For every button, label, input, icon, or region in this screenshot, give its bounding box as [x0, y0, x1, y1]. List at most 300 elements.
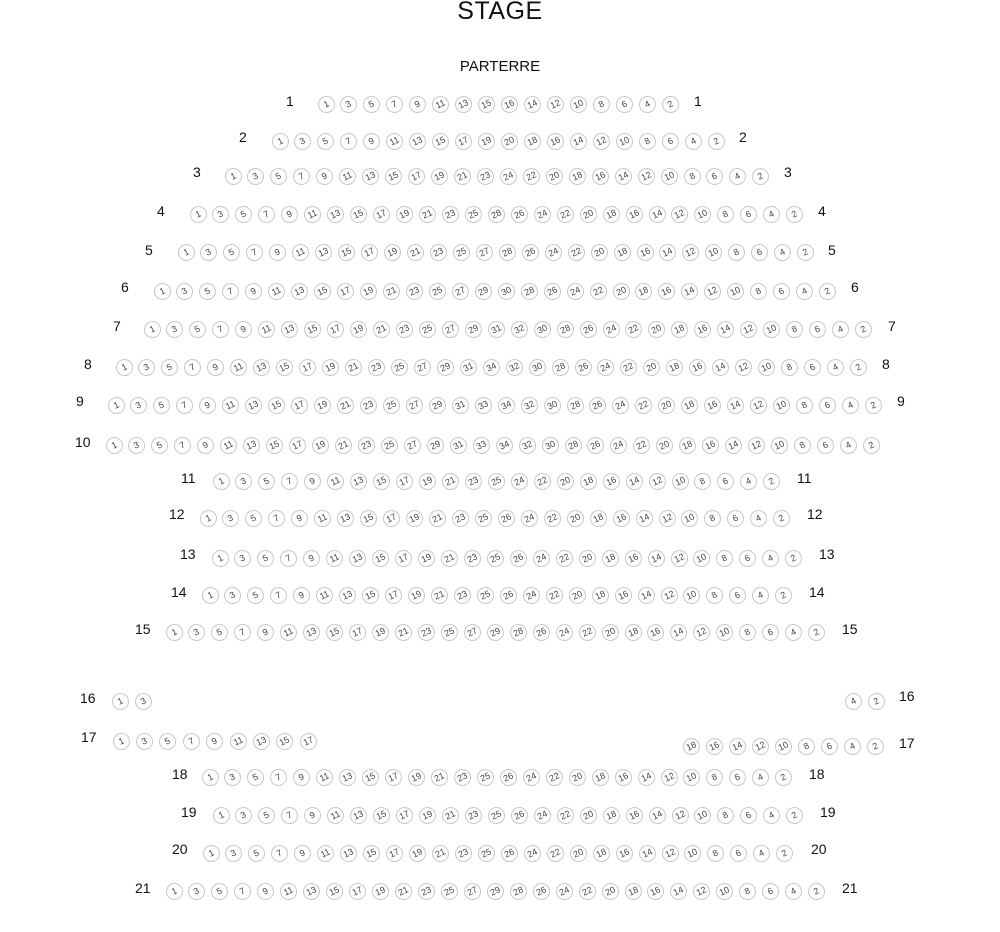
- seat[interactable]: 11: [311, 507, 334, 530]
- seat[interactable]: 25: [378, 434, 401, 457]
- seat[interactable]: 15: [429, 130, 452, 153]
- seat[interactable]: 14: [567, 130, 590, 153]
- seat[interactable]: 2: [750, 165, 773, 188]
- seat[interactable]: 19: [369, 621, 392, 644]
- seat[interactable]: 16: [622, 547, 645, 570]
- seat[interactable]: 34: [495, 394, 518, 417]
- seat[interactable]: 16: [645, 621, 668, 644]
- seat[interactable]: 23: [451, 766, 474, 789]
- seat[interactable]: 15: [360, 842, 383, 865]
- seat[interactable]: 7: [279, 470, 302, 493]
- seat[interactable]: 3: [174, 280, 197, 303]
- seat[interactable]: 19: [369, 880, 392, 903]
- seat[interactable]: 3: [232, 547, 255, 570]
- seat[interactable]: 8: [705, 842, 728, 865]
- seat[interactable]: 11: [289, 241, 312, 264]
- seat[interactable]: 6: [759, 880, 782, 903]
- seat[interactable]: 17: [382, 584, 405, 607]
- seat[interactable]: 17: [297, 730, 320, 753]
- seat[interactable]: 13: [312, 241, 335, 264]
- seat[interactable]: 23: [461, 547, 484, 570]
- seat[interactable]: 20: [554, 470, 577, 493]
- seat[interactable]: 23: [403, 280, 426, 303]
- seat[interactable]: 13: [347, 804, 370, 827]
- seat[interactable]: 28: [518, 280, 541, 303]
- seat[interactable]: 20: [566, 766, 589, 789]
- seat[interactable]: 6: [727, 584, 750, 607]
- seat[interactable]: 12: [658, 584, 681, 607]
- seat[interactable]: 28: [507, 621, 530, 644]
- seat[interactable]: 10: [714, 880, 737, 903]
- seat[interactable]: 21: [428, 584, 451, 607]
- seat[interactable]: 7: [232, 880, 255, 903]
- seat[interactable]: 3: [233, 804, 256, 827]
- seat[interactable]: 16: [610, 507, 633, 530]
- seat[interactable]: 15: [369, 547, 392, 570]
- seat[interactable]: 13: [300, 880, 323, 903]
- seat[interactable]: 1: [315, 93, 338, 116]
- seat[interactable]: 2: [862, 394, 885, 417]
- seat[interactable]: 22: [631, 434, 654, 457]
- seat[interactable]: 6: [737, 547, 760, 570]
- seat[interactable]: 13: [334, 507, 357, 530]
- seat[interactable]: 3: [220, 507, 243, 530]
- seat[interactable]: 15: [335, 241, 358, 264]
- seat[interactable]: 34: [493, 434, 516, 457]
- seat[interactable]: 9: [302, 470, 325, 493]
- seat[interactable]: 14: [714, 318, 737, 341]
- seat[interactable]: 1: [200, 842, 223, 865]
- seat[interactable]: 15: [370, 470, 393, 493]
- seat[interactable]: 2: [847, 356, 870, 379]
- seat[interactable]: 7: [384, 93, 407, 116]
- seat[interactable]: 20: [564, 507, 587, 530]
- seat[interactable]: 17: [393, 470, 416, 493]
- seat[interactable]: 6: [759, 621, 782, 644]
- seat[interactable]: 24: [610, 394, 633, 417]
- seat[interactable]: 2: [783, 203, 806, 226]
- seat[interactable]: 3: [136, 356, 159, 379]
- seat[interactable]: 14: [679, 280, 702, 303]
- seat[interactable]: 12: [745, 434, 768, 457]
- seat[interactable]: 15: [274, 730, 297, 753]
- seat[interactable]: 8: [783, 318, 806, 341]
- seat[interactable]: 1: [197, 507, 220, 530]
- seat[interactable]: 18: [676, 434, 699, 457]
- seat[interactable]: 22: [587, 280, 610, 303]
- seat[interactable]: 34: [480, 356, 503, 379]
- seat[interactable]: 5: [245, 584, 268, 607]
- seat[interactable]: 12: [747, 394, 770, 417]
- seat[interactable]: 14: [623, 470, 646, 493]
- seat[interactable]: 17: [383, 842, 406, 865]
- seat[interactable]: 12: [737, 318, 760, 341]
- seat[interactable]: 20: [610, 280, 633, 303]
- seat[interactable]: 30: [531, 318, 554, 341]
- seat[interactable]: 13: [250, 730, 273, 753]
- seat[interactable]: 11: [314, 842, 337, 865]
- seat[interactable]: 17: [358, 241, 381, 264]
- seat[interactable]: 5: [256, 470, 279, 493]
- seat[interactable]: 14: [724, 394, 747, 417]
- seat[interactable]: 13: [406, 130, 429, 153]
- seat[interactable]: 5: [209, 621, 232, 644]
- seat[interactable]: 10: [755, 356, 778, 379]
- seat[interactable]: 2: [860, 434, 883, 457]
- seat[interactable]: 19: [309, 434, 332, 457]
- seat[interactable]: 5: [197, 280, 220, 303]
- seat[interactable]: 26: [497, 584, 520, 607]
- seat[interactable]: 26: [508, 804, 531, 827]
- seat[interactable]: 1: [210, 470, 233, 493]
- seat[interactable]: 7: [256, 203, 279, 226]
- seat[interactable]: 22: [541, 507, 564, 530]
- seat[interactable]: 30: [541, 394, 564, 417]
- seat[interactable]: 7: [291, 165, 314, 188]
- seat[interactable]: 26: [508, 203, 531, 226]
- seat[interactable]: 7: [182, 356, 205, 379]
- seat[interactable]: 2: [772, 584, 795, 607]
- seat[interactable]: 11: [227, 356, 250, 379]
- seat[interactable]: 13: [240, 434, 263, 457]
- seat[interactable]: 13: [337, 842, 360, 865]
- seat[interactable]: 23: [427, 241, 450, 264]
- seat[interactable]: 27: [449, 280, 472, 303]
- seat[interactable]: 5: [149, 434, 172, 457]
- seat[interactable]: 22: [531, 470, 554, 493]
- seat[interactable]: 3: [222, 584, 245, 607]
- seat[interactable]: 5: [246, 842, 269, 865]
- seat[interactable]: 15: [323, 621, 346, 644]
- seat[interactable]: 20: [566, 584, 589, 607]
- seat[interactable]: 30: [526, 356, 549, 379]
- seat[interactable]: 14: [668, 621, 691, 644]
- seat[interactable]: 5: [157, 730, 180, 753]
- seat[interactable]: 20: [498, 130, 521, 153]
- seat[interactable]: 1: [103, 434, 126, 457]
- seat[interactable]: 10: [658, 165, 681, 188]
- seat[interactable]: 6: [801, 356, 824, 379]
- seat[interactable]: 13: [242, 394, 265, 417]
- seat[interactable]: 16: [699, 434, 722, 457]
- seat[interactable]: 22: [553, 547, 576, 570]
- seat[interactable]: 18: [611, 241, 634, 264]
- seat[interactable]: 8: [704, 584, 727, 607]
- seat[interactable]: 15: [382, 165, 405, 188]
- seat[interactable]: 14: [709, 356, 732, 379]
- seat[interactable]: 6: [816, 394, 839, 417]
- seat[interactable]: 22: [544, 842, 567, 865]
- seat[interactable]: 19: [405, 766, 428, 789]
- seat[interactable]: 11: [219, 394, 242, 417]
- seat[interactable]: 22: [618, 356, 641, 379]
- seat[interactable]: 3: [223, 842, 246, 865]
- seat[interactable]: 25: [474, 584, 497, 607]
- seat[interactable]: 4: [782, 621, 805, 644]
- seat[interactable]: 28: [554, 318, 577, 341]
- seat[interactable]: 4: [761, 804, 784, 827]
- seat[interactable]: 15: [265, 394, 288, 417]
- seat[interactable]: 3: [133, 730, 156, 753]
- seat[interactable]: 29: [424, 434, 447, 457]
- seat[interactable]: 14: [645, 547, 668, 570]
- seat[interactable]: 11: [313, 584, 336, 607]
- seat[interactable]: 15: [347, 203, 370, 226]
- seat[interactable]: 8: [590, 93, 613, 116]
- seat[interactable]: 17: [346, 880, 369, 903]
- seat[interactable]: 3: [292, 130, 315, 153]
- seat[interactable]: 31: [447, 434, 470, 457]
- seat[interactable]: 4: [750, 766, 773, 789]
- seat[interactable]: 25: [438, 621, 461, 644]
- seat[interactable]: 10: [682, 842, 705, 865]
- seat[interactable]: 20: [576, 547, 599, 570]
- seat[interactable]: 18: [521, 130, 544, 153]
- seat[interactable]: 5: [255, 547, 278, 570]
- seat[interactable]: 6: [725, 507, 748, 530]
- seat[interactable]: 14: [635, 766, 658, 789]
- seat[interactable]: 9: [255, 880, 278, 903]
- seat[interactable]: 14: [633, 507, 656, 530]
- seat[interactable]: 5: [159, 356, 182, 379]
- seat[interactable]: 21: [438, 547, 461, 570]
- seat[interactable]: 15: [323, 880, 346, 903]
- seat[interactable]: 24: [600, 318, 623, 341]
- seat[interactable]: 26: [530, 621, 553, 644]
- seat[interactable]: 1: [210, 804, 233, 827]
- seat[interactable]: 4: [760, 547, 783, 570]
- seat[interactable]: 8: [793, 394, 816, 417]
- seat[interactable]: 19: [416, 470, 439, 493]
- seat[interactable]: 4: [841, 735, 864, 758]
- seat[interactable]: 17: [393, 804, 416, 827]
- seat[interactable]: 10: [768, 434, 791, 457]
- seat[interactable]: 25: [416, 318, 439, 341]
- seat[interactable]: 17: [370, 203, 393, 226]
- seat[interactable]: 2: [852, 318, 875, 341]
- seat[interactable]: 12: [749, 735, 772, 758]
- seat[interactable]: 10: [669, 470, 692, 493]
- seat[interactable]: 29: [462, 318, 485, 341]
- seat[interactable]: 1: [163, 621, 186, 644]
- seat[interactable]: 26: [541, 280, 564, 303]
- seat[interactable]: 19: [406, 842, 429, 865]
- seat[interactable]: 7: [174, 394, 197, 417]
- seat[interactable]: 3: [233, 470, 256, 493]
- seat[interactable]: 21: [334, 394, 357, 417]
- seat[interactable]: 7: [180, 730, 203, 753]
- seat[interactable]: 31: [457, 356, 480, 379]
- seat[interactable]: 24: [520, 584, 543, 607]
- seat[interactable]: 4: [842, 690, 865, 713]
- seat[interactable]: 22: [633, 394, 656, 417]
- seat[interactable]: 10: [691, 547, 714, 570]
- seat[interactable]: 16: [544, 130, 567, 153]
- seat[interactable]: 18: [622, 621, 645, 644]
- seat[interactable]: 5: [187, 318, 210, 341]
- seat[interactable]: 16: [703, 735, 726, 758]
- seat[interactable]: 24: [608, 434, 631, 457]
- seat[interactable]: 24: [530, 547, 553, 570]
- seat[interactable]: 14: [722, 434, 745, 457]
- seat[interactable]: 20: [599, 621, 622, 644]
- seat[interactable]: 9: [314, 165, 337, 188]
- seat[interactable]: 1: [141, 318, 164, 341]
- seat[interactable]: 24: [508, 470, 531, 493]
- seat[interactable]: 5: [268, 165, 291, 188]
- seat[interactable]: 12: [669, 804, 692, 827]
- seat[interactable]: 13: [288, 280, 311, 303]
- seat[interactable]: 10: [692, 203, 715, 226]
- seat[interactable]: 26: [530, 880, 553, 903]
- seat[interactable]: 8: [702, 507, 725, 530]
- seat[interactable]: 11: [383, 130, 406, 153]
- seat[interactable]: 8: [704, 766, 727, 789]
- seat[interactable]: 21: [380, 280, 403, 303]
- seat[interactable]: 23: [474, 165, 497, 188]
- seat[interactable]: 24: [553, 621, 576, 644]
- seat[interactable]: 2: [770, 507, 793, 530]
- seat[interactable]: 18: [600, 804, 623, 827]
- seat[interactable]: 24: [531, 804, 554, 827]
- seat[interactable]: 4: [793, 280, 816, 303]
- seat[interactable]: 21: [439, 804, 462, 827]
- seat[interactable]: 11: [429, 93, 452, 116]
- seat[interactable]: 6: [704, 165, 727, 188]
- seat[interactable]: 13: [324, 203, 347, 226]
- seat[interactable]: 1: [199, 766, 222, 789]
- seat[interactable]: 25: [462, 203, 485, 226]
- seat[interactable]: 18: [622, 880, 645, 903]
- seat[interactable]: 23: [357, 394, 380, 417]
- seat[interactable]: 22: [543, 584, 566, 607]
- seat[interactable]: 18: [664, 356, 687, 379]
- seat[interactable]: 23: [365, 356, 388, 379]
- seat[interactable]: 12: [669, 203, 692, 226]
- seat[interactable]: 14: [646, 203, 669, 226]
- seat[interactable]: 12: [732, 356, 755, 379]
- seat[interactable]: 9: [302, 804, 325, 827]
- seat[interactable]: 29: [434, 356, 457, 379]
- seat[interactable]: 6: [770, 280, 793, 303]
- seat[interactable]: 16: [589, 165, 612, 188]
- seat[interactable]: 11: [217, 434, 240, 457]
- seat[interactable]: 19: [393, 203, 416, 226]
- seat[interactable]: 2: [705, 130, 728, 153]
- seat[interactable]: 4: [738, 470, 761, 493]
- seat[interactable]: 18: [577, 470, 600, 493]
- seat[interactable]: 23: [451, 584, 474, 607]
- seat[interactable]: 7: [279, 804, 302, 827]
- seat[interactable]: 20: [656, 394, 679, 417]
- seat[interactable]: 4: [837, 434, 860, 457]
- seat[interactable]: 13: [452, 93, 475, 116]
- seat[interactable]: 6: [738, 804, 761, 827]
- seat[interactable]: 15: [263, 434, 286, 457]
- seat[interactable]: 12: [680, 241, 703, 264]
- seat[interactable]: 1: [110, 730, 133, 753]
- seat[interactable]: 11: [313, 766, 336, 789]
- seat[interactable]: 19: [475, 130, 498, 153]
- seat[interactable]: 25: [450, 241, 473, 264]
- seat[interactable]: 18: [589, 584, 612, 607]
- seat[interactable]: 29: [484, 621, 507, 644]
- seat[interactable]: 17: [334, 280, 357, 303]
- seat[interactable]: 12: [646, 470, 669, 493]
- seat[interactable]: 14: [612, 165, 635, 188]
- seat[interactable]: 17: [405, 165, 428, 188]
- seat[interactable]: 9: [205, 356, 228, 379]
- seat[interactable]: 14: [521, 93, 544, 116]
- seat[interactable]: 33: [472, 394, 495, 417]
- seat[interactable]: 12: [544, 93, 567, 116]
- seat[interactable]: 2: [794, 241, 817, 264]
- seat[interactable]: 5: [151, 394, 174, 417]
- seat[interactable]: 28: [507, 880, 530, 903]
- seat[interactable]: 21: [342, 356, 365, 379]
- seat[interactable]: 23: [393, 318, 416, 341]
- seat[interactable]: 8: [747, 280, 770, 303]
- seat[interactable]: 6: [715, 470, 738, 493]
- seat[interactable]: 14: [657, 241, 680, 264]
- seat[interactable]: 14: [646, 804, 669, 827]
- seat[interactable]: 14: [635, 584, 658, 607]
- seat[interactable]: 25: [475, 842, 498, 865]
- seat[interactable]: 9: [267, 241, 290, 264]
- seat[interactable]: 15: [359, 584, 382, 607]
- seat[interactable]: 8: [736, 621, 759, 644]
- seat[interactable]: 5: [243, 507, 266, 530]
- seat[interactable]: 4: [760, 203, 783, 226]
- seat[interactable]: 9: [203, 730, 226, 753]
- seat[interactable]: 8: [714, 547, 737, 570]
- seat[interactable]: 8: [736, 880, 759, 903]
- seat[interactable]: 22: [554, 804, 577, 827]
- seat[interactable]: 10: [681, 584, 704, 607]
- seat[interactable]: 2: [761, 470, 784, 493]
- seat[interactable]: 18: [678, 394, 701, 417]
- seat[interactable]: 19: [416, 804, 439, 827]
- seat[interactable]: 6: [659, 130, 682, 153]
- seat[interactable]: 14: [636, 842, 659, 865]
- seat[interactable]: 1: [163, 880, 186, 903]
- seat[interactable]: 28: [564, 394, 587, 417]
- seat[interactable]: 17: [346, 621, 369, 644]
- seat[interactable]: 26: [587, 394, 610, 417]
- seat[interactable]: 4: [839, 394, 862, 417]
- seat[interactable]: 5: [361, 93, 384, 116]
- seat[interactable]: 3: [126, 434, 149, 457]
- seat[interactable]: 25: [485, 804, 508, 827]
- seat[interactable]: 30: [539, 434, 562, 457]
- seat[interactable]: 10: [681, 766, 704, 789]
- seat[interactable]: 5: [315, 130, 338, 153]
- seat[interactable]: 6: [613, 93, 636, 116]
- seat[interactable]: 28: [549, 356, 572, 379]
- seat[interactable]: 27: [461, 880, 484, 903]
- seat[interactable]: 8: [726, 241, 749, 264]
- seat[interactable]: 32: [503, 356, 526, 379]
- seat[interactable]: 9: [407, 93, 430, 116]
- seat[interactable]: 20: [599, 880, 622, 903]
- seat[interactable]: 16: [645, 880, 668, 903]
- seat[interactable]: 7: [244, 241, 267, 264]
- seat[interactable]: 13: [250, 356, 273, 379]
- seat[interactable]: 19: [415, 547, 438, 570]
- seat[interactable]: 17: [452, 130, 475, 153]
- seat[interactable]: 11: [255, 318, 278, 341]
- seat[interactable]: 16: [623, 203, 646, 226]
